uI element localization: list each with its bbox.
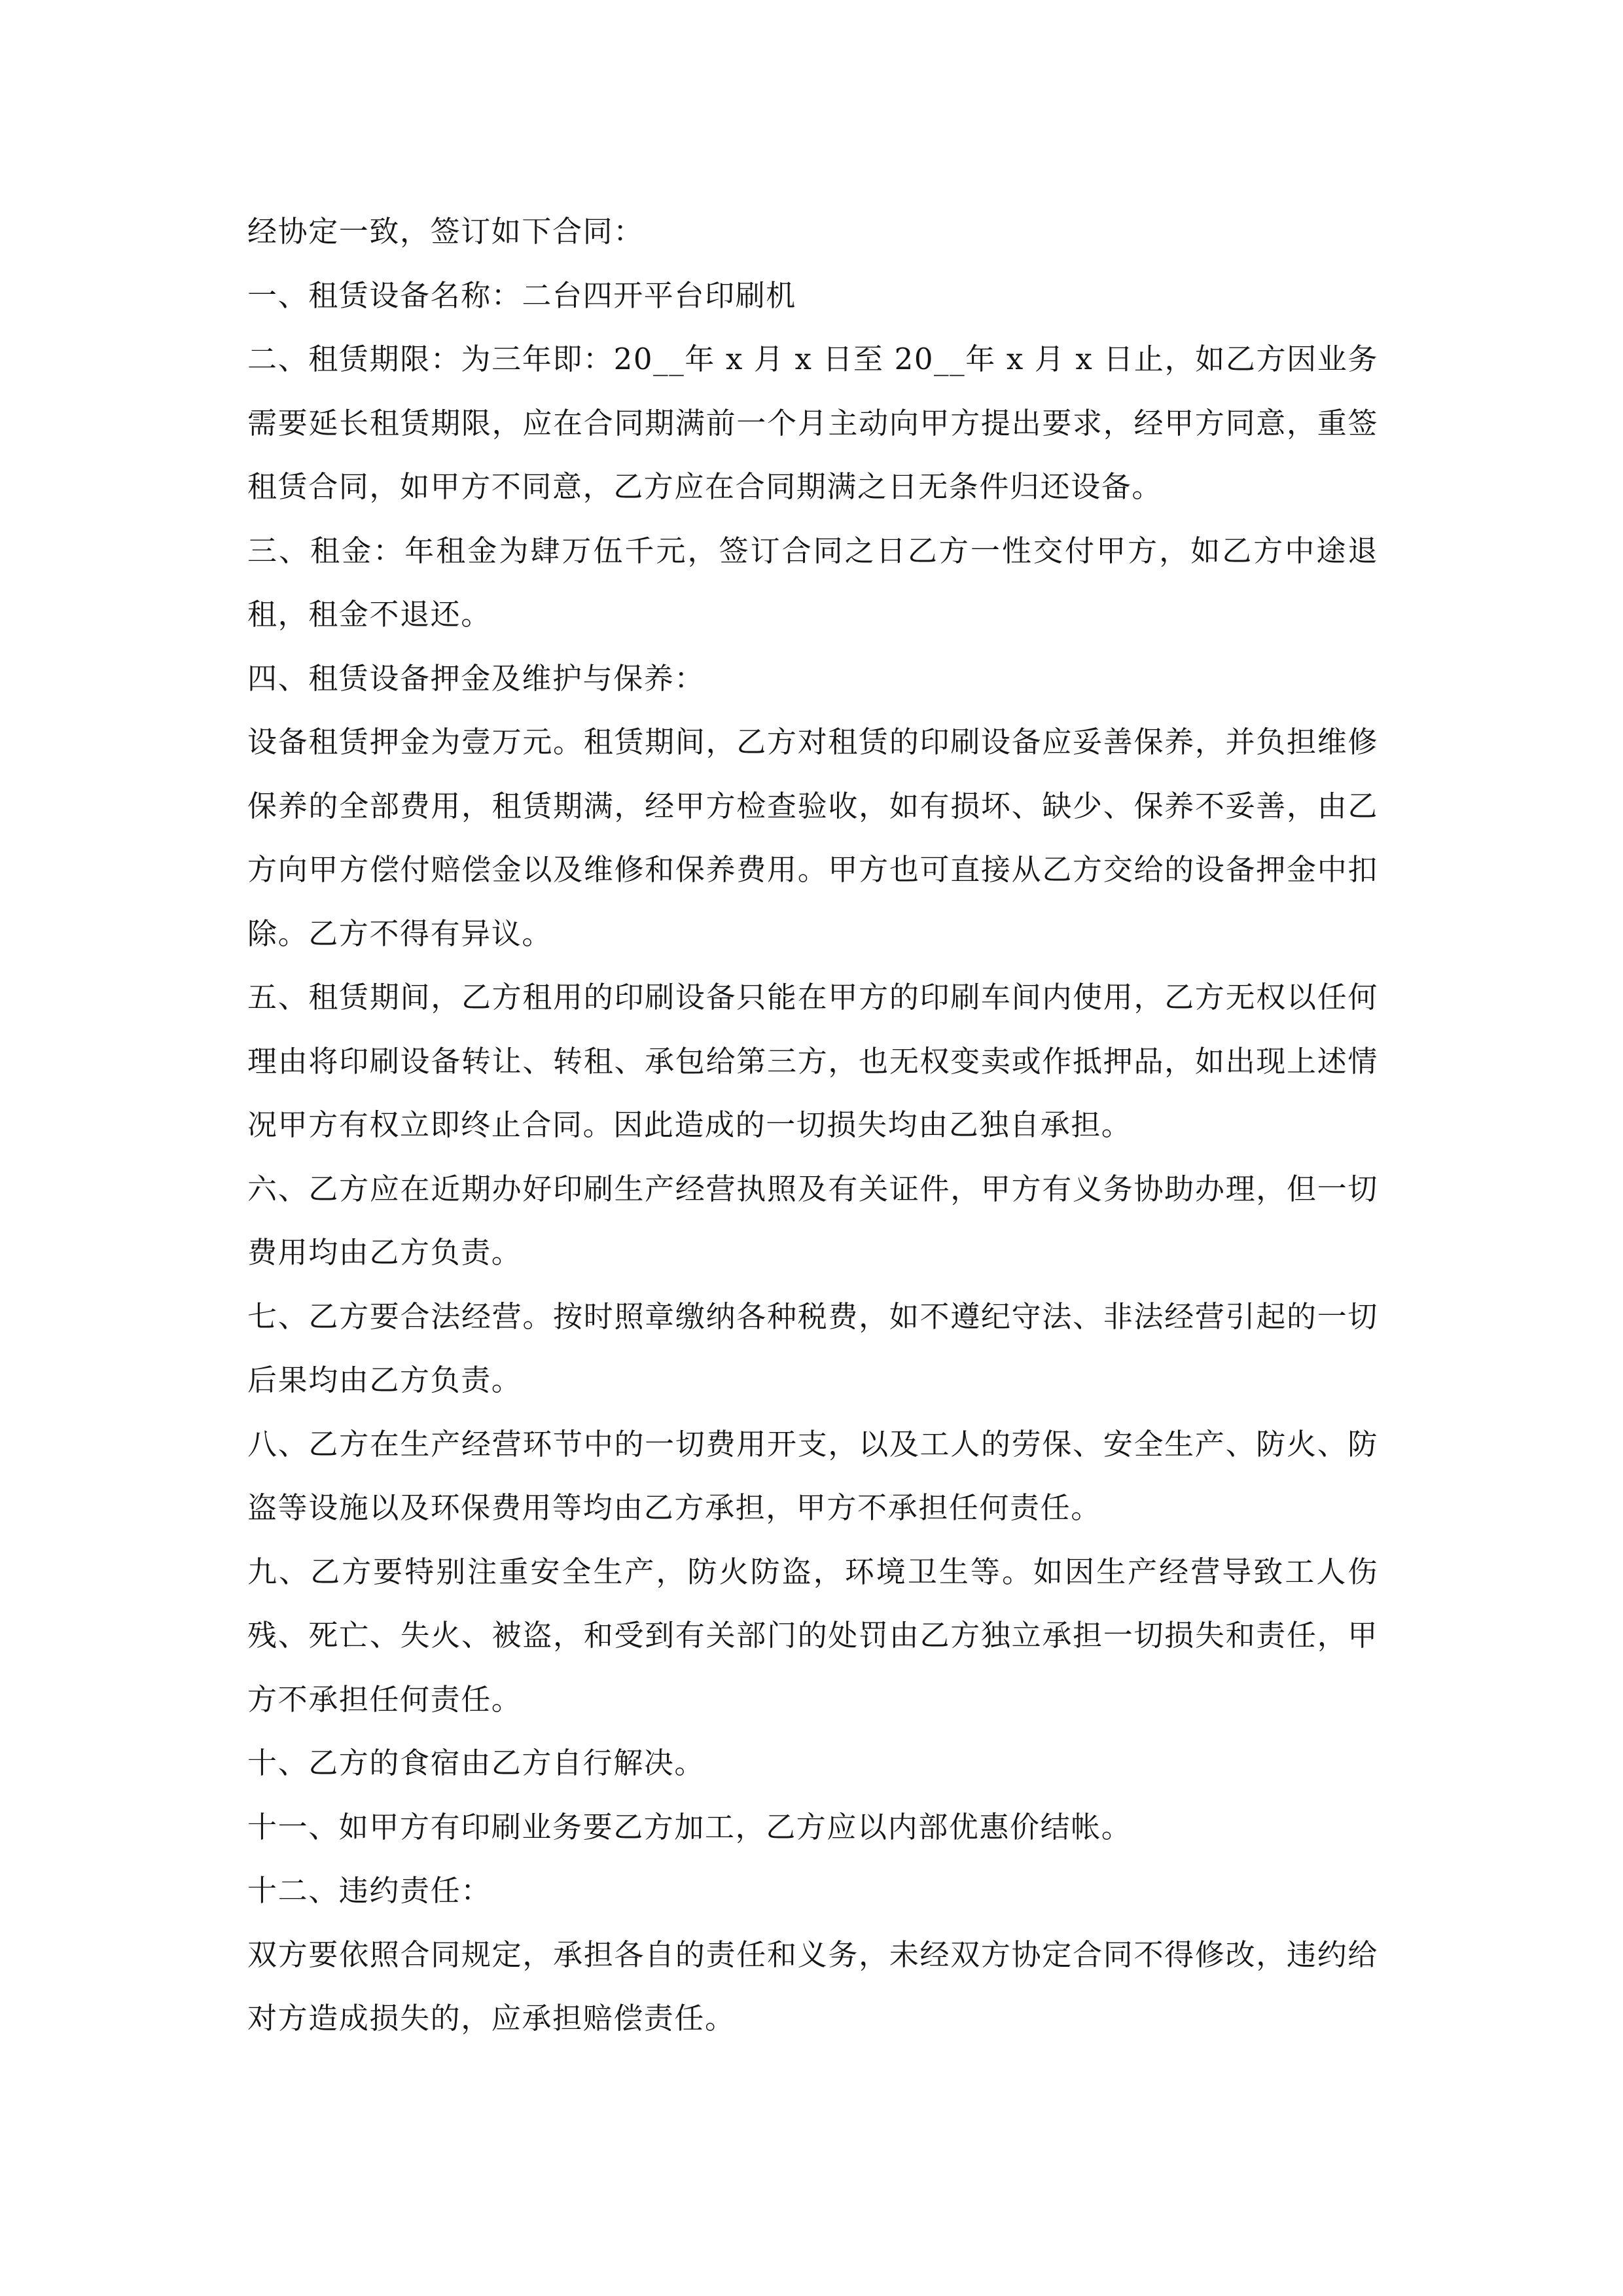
clause-12-breach-heading: 十二、违约责任： [247, 1873, 491, 1908]
clause-9-safety: 九、乙方要特别注重安全生产，防火防盗，环境卫生等。如因生产经营导致工人伤残、死亡、失火、被盗，和受到有关部门的处罚由乙方独立承担一切损失和责任，甲方不承担任何责任。 [247, 1554, 1378, 1717]
clause-1-equipment-name: 一、租赁设备名称：二台四开平台印刷机 [247, 278, 796, 313]
clause-6-licenses: 六、乙方应在近期办好印刷生产经营执照及有关证件，甲方有义务协助办理，但一切费用均由乙方负责。 [247, 1171, 1378, 1270]
clause-12-breach-body: 双方要依照合同规定，承担各自的责任和义务，未经双方协定合同不得修改，违约给对方造成损失的，应承担赔偿责任。 [247, 1937, 1378, 2036]
clause-8-expenses: 八、乙方在生产经营环节中的一切费用开支，以及工人的劳保、安全生产、防火、防盗等设施以及环保费用等均由乙方承担，甲方不承担任何责任。 [247, 1426, 1378, 1525]
clause-3-rent: 三、租金：年租金为肆万伍千元，签订合同之日乙方一性交付甲方，如乙方中途退租，租金不退还。 [247, 533, 1378, 632]
clause-7-legal-operation: 七、乙方要合法经营。按时照章缴纳各种税费，如不遵纪守法、非法经营引起的一切后果均由乙方负责。 [247, 1299, 1378, 1397]
paragraph-intro: 经协定一致，签订如下合同： [247, 214, 644, 249]
clause-11-processing: 十一、如甲方有印刷业务要乙方加工，乙方应以内部优惠价结帐。 [247, 1809, 1132, 1844]
clause-5-usage: 五、租赁期间，乙方租用的印刷设备只能在甲方的印刷车间内使用，乙方无权以任何理由将印刷设备转让、转租、承包给第三方，也无权变卖或作抵押品，如出现上述情况甲方有权立即终止合同。因此造成的一切损失均由乙独自承担。 [247, 980, 1378, 1142]
clause-4-deposit-body: 设备租赁押金为壹万元。租赁期间，乙方对租赁的印刷设备应妥善保养，并负担维修保养的全部费用，租赁期满，经甲方检查验收，如有损坏、缺少、保养不妥善，由乙方向甲方偿付赔偿金以及维修和保养费用。甲方也可直接从乙方交给的设备押金中扣除。乙方不得有异议。 [247, 725, 1378, 951]
contract-body [247, 200, 1378, 2051]
clause-4-deposit-heading: 四、租赁设备押金及维护与保养： [247, 660, 705, 696]
clause-10-accommodation: 十、乙方的食宿由乙方自行解决。 [247, 1746, 705, 1780]
clause-2-lease-term: 二、租赁期限：为三年即：20__年 x 月 x 日至 20__年 x 月 x 日止，如乙方因业务需要延长租赁期限，应在合同期满前一个月主动向甲方提出要求，经甲方同意，重签租赁合同，如甲方不同意，乙方应在合同期满之日无条件归还设备。 [247, 342, 1378, 504]
